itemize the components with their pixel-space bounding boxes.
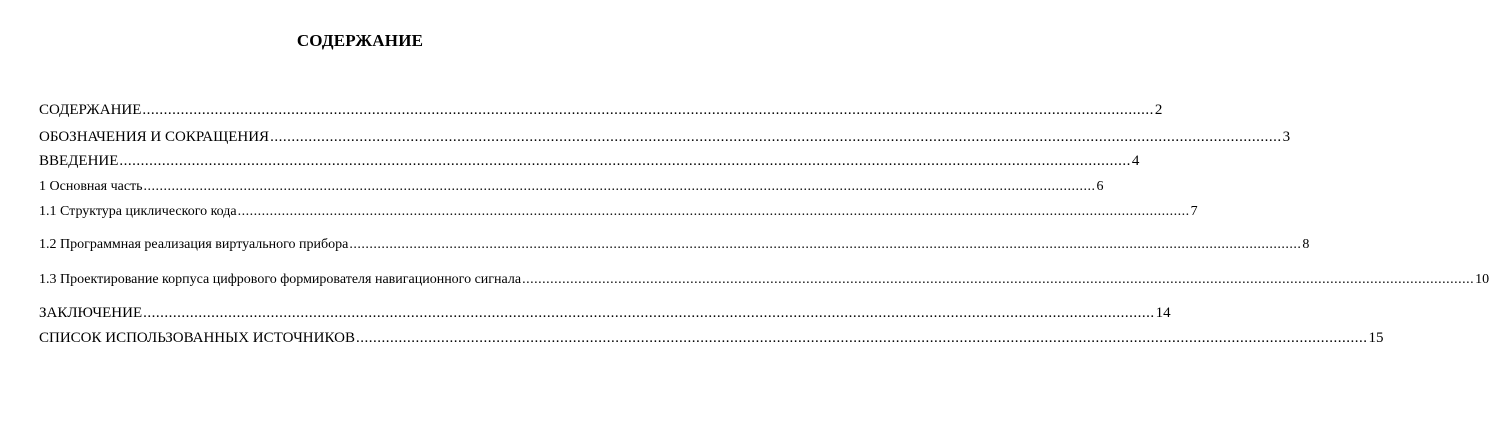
toc-page-number: 7 <box>1190 204 1198 219</box>
toc-dot-leader: .............................................................................................................................................................................................................................................. <box>355 330 1368 346</box>
toc-page-number: 2 <box>1154 102 1163 118</box>
toc-entry-section-1-3 <box>39 270 1489 290</box>
toc-entry-label: СОДЕРЖАНИЕ <box>39 102 142 118</box>
toc-entry-label: ОБОЗНАЧЕНИЯ И СОКРАЩЕНИЯ <box>39 129 270 145</box>
toc-entry-section-1-1 <box>39 202 1198 222</box>
toc-entry-abbreviations <box>39 127 1291 147</box>
toc-dot-leader: .............................................................................................................................................................................................................................................. <box>142 102 1154 118</box>
toc-entry-label: 1.2 Программная реализация виртуального прибора <box>39 237 349 252</box>
toc-dot-leader: .............................................................................................................................................................................................................................................. <box>270 129 1282 145</box>
toc-entry-label: ВВЕДЕНИЕ <box>39 153 119 169</box>
toc-dot-leader: .............................................................................................................................................................................................................................................. <box>522 272 1475 287</box>
toc-entry-label: ЗАКЛЮЧЕНИЕ <box>39 305 143 321</box>
toc-entry-conclusion <box>39 303 1171 323</box>
toc-entry-section-1-2 <box>39 235 1310 255</box>
toc-page-number: 14 <box>1155 305 1171 321</box>
toc-entry-main-part <box>39 177 1104 197</box>
toc-page-number: 10 <box>1475 272 1489 287</box>
toc-entry-introduction <box>39 151 1140 171</box>
toc-page-number: 15 <box>1368 330 1384 346</box>
toc-dot-leader: .............................................................................................................................................................................................................................................. <box>237 204 1190 219</box>
toc-entry-label: 1.3 Проектирование корпуса цифрового формирователя навигационного сигнала <box>39 272 522 287</box>
toc-dot-leader: .............................................................................................................................................................................................................................................. <box>143 179 1096 194</box>
toc-entry-label: 1.1 Структура циклического кода <box>39 204 237 219</box>
toc-page-number: 6 <box>1096 179 1104 194</box>
page-title: СОДЕРЖАНИЕ <box>296 31 424 50</box>
toc-dot-leader: .............................................................................................................................................................................................................................................. <box>143 305 1155 321</box>
toc-page-number: 3 <box>1282 129 1291 145</box>
toc-entry-contents <box>39 100 1163 120</box>
toc-dot-leader: .............................................................................................................................................................................................................................................. <box>119 153 1131 169</box>
toc-entry-references <box>39 328 1384 348</box>
toc-entry-label: 1 Основная часть <box>39 179 143 194</box>
toc-dot-leader: .............................................................................................................................................................................................................................................. <box>349 237 1302 252</box>
toc-page-number: 8 <box>1302 237 1310 252</box>
toc-entry-label: СПИСОК ИСПОЛЬЗОВАННЫХ ИСТОЧНИКОВ <box>39 330 355 346</box>
toc-page-number: 4 <box>1131 153 1140 169</box>
